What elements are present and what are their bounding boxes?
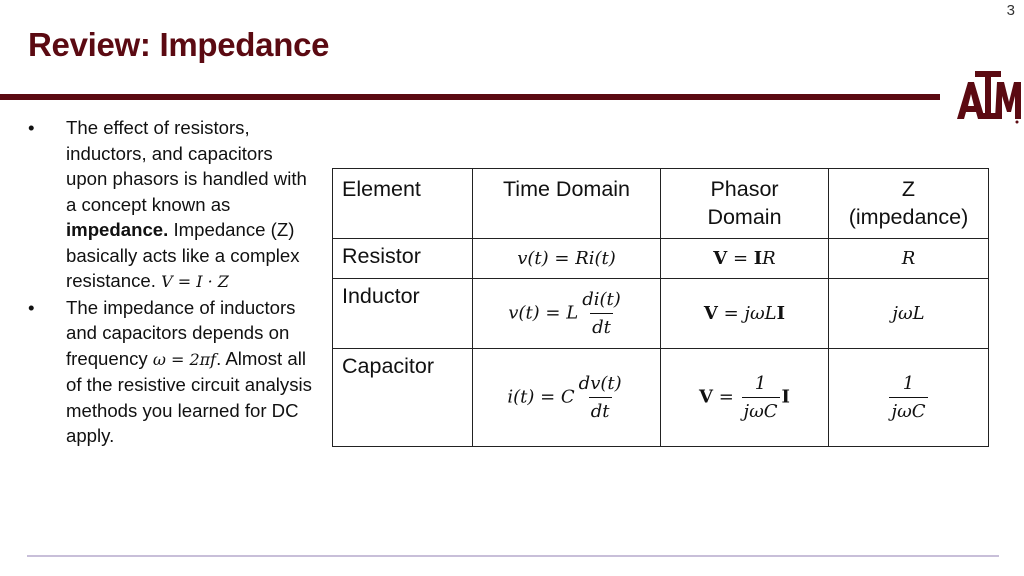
title-divider	[0, 94, 940, 100]
header-time-domain: Time Domain	[473, 169, 661, 239]
header-element: Element	[333, 169, 473, 239]
impedance-table	[332, 168, 989, 447]
cell-element: Resistor	[333, 239, 473, 279]
table-row-inductor	[333, 279, 989, 349]
bold-term: impedance.	[66, 219, 169, 240]
footer-divider	[27, 555, 999, 557]
cell-element: Capacitor	[333, 349, 473, 447]
fraction: $\frac{1}{\text{jωC}}$	[743, 373, 778, 422]
cell-time-domain: v(t) = Ri(t)	[473, 239, 661, 279]
atm-logo	[955, 68, 1021, 124]
cell-phasor-domain: V = IR	[661, 239, 829, 279]
cell-time-domain: v(t) = L $\frac{di(t)}{dt}$	[473, 279, 661, 349]
fraction: $\frac{1}{\text{jωC}}$	[891, 373, 926, 422]
table-header-row	[333, 169, 989, 239]
fraction: $\frac{dv(t)}{dt}$	[578, 373, 622, 422]
cell-impedance: R	[829, 239, 989, 279]
page-title: Review: Impedance	[28, 26, 330, 63]
inline-formula: V = I · Z	[161, 272, 229, 291]
cell-impedance: jωL	[829, 279, 989, 349]
bullet-frequency-dependence: • The impedance of inductors and capacitors depends on frequency ω = 2πf. Almost all of the resistive circuit analysis methods you learned for DC apply.	[26, 295, 318, 449]
cell-phasor-domain: V = jωLI	[661, 279, 829, 349]
inline-formula: ω = 2πf	[152, 349, 217, 369]
bullet-list	[26, 115, 318, 449]
cell-time-domain: i(t) = C $\frac{dv(t)}{dt}$	[473, 349, 661, 447]
header-impedance: Z (impedance)	[829, 169, 989, 239]
table-row-capacitor	[333, 349, 989, 447]
header-phasor-domain: Phasor Domain	[661, 169, 829, 239]
table-row-resistor	[333, 239, 989, 279]
page-number: 3	[1006, 2, 1015, 19]
bullet-impedance-definition: • The effect of resistors, inductors, and capacitors upon phasors is handled with a concept known as impedance. Impedance (Z) basically acts like a complex resistance. V = I · Z	[26, 115, 318, 295]
fraction: $\frac{di(t)}{dt}$	[582, 289, 621, 338]
cell-phasor-domain: V = $\frac{1}{\text{jωC}}$ I	[661, 349, 829, 447]
cell-element: Inductor	[333, 279, 473, 349]
cell-impedance	[829, 349, 989, 447]
